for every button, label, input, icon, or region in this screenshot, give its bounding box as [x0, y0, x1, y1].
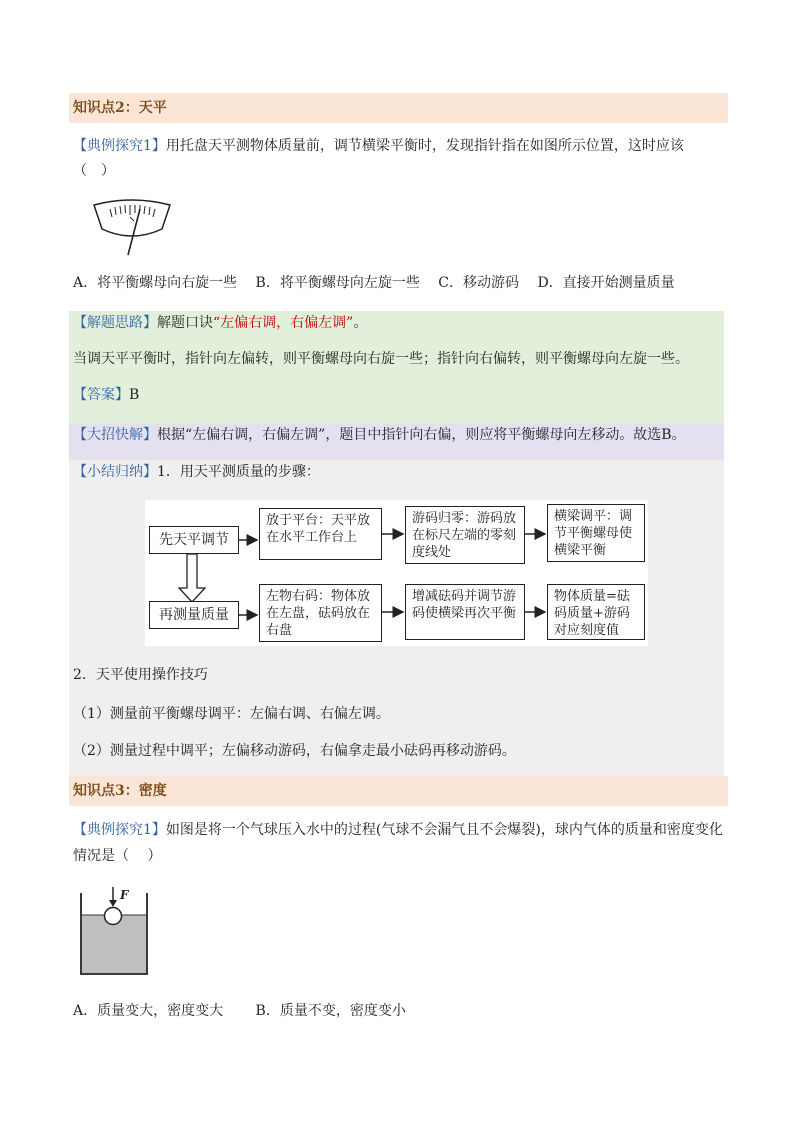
answer-line	[73, 384, 139, 406]
summary-line	[73, 461, 320, 483]
question-line	[73, 135, 684, 157]
flow-step-calibrate: 先天平调节	[149, 526, 239, 554]
section-title: 知识点2：天平	[73, 100, 167, 116]
solution-end: 。	[353, 315, 368, 331]
summary-item1: 1．用天平测质量的步骤：	[157, 464, 320, 480]
balloon-water-figure	[78, 885, 150, 977]
summary-tag: 【小结归纳】	[73, 464, 157, 480]
trick-line	[73, 424, 686, 446]
solution-tag: 【解题思路】	[73, 315, 157, 331]
flow-step-zero-rider: 游码归零：游码放在标尺左端的零刻度线处	[405, 506, 525, 564]
summary-sub1: （1）测量前平衡螺母调平：左偏右调、右偏左调。	[73, 706, 390, 722]
answer-value: B	[129, 387, 140, 403]
balance-pointer-figure	[88, 195, 178, 257]
flow-step-place: 放于平台：天平放在水平工作台上	[259, 508, 382, 560]
solution-lead: 解题口诀	[157, 315, 213, 331]
question-line2: 情况是（ ）	[73, 848, 162, 864]
summary-sub2: （2）测量过程中调平；左偏移动游码，右偏拿走最小砝码再移动游码。	[73, 743, 516, 759]
section-title: 知识点3：密度	[73, 783, 167, 799]
answer-options: A．质量变大，密度变大 B．质量不变，密度变小	[73, 1003, 406, 1019]
answer-tag: 【答案】	[73, 387, 129, 403]
solution-mnemonic: “左偏右调，右偏左调”	[213, 315, 354, 331]
example-tag: 【典例探究1】	[73, 822, 166, 838]
solution-line	[73, 312, 367, 334]
flow-step-mass-result: 物体质量=砝码质量+游码对应刻度值	[547, 584, 645, 640]
example-tag: 【典例探究1】	[73, 138, 166, 154]
question-text: 用托盘天平测物体质量前，调节横梁平衡时，发现指针指在如图所示位置，这时应该	[165, 138, 684, 154]
flow-step-balance-beam: 横梁调平：调节平衡螺母使横梁平衡	[547, 504, 645, 562]
flow-step-adjust-weights: 增减砝码并调节游码使横梁再次平衡	[405, 584, 525, 640]
summary-item2: 2．天平使用操作技巧	[73, 667, 208, 683]
flow-step-left-object: 左物右码：物体放在左盘，砝码放在右盘	[259, 584, 382, 642]
flow-step-measure: 再测量质量	[149, 601, 239, 629]
question-paren: （ ）	[73, 163, 115, 179]
section-header-kp2	[69, 93, 728, 123]
flowchart	[145, 500, 648, 646]
trick-text: 根据“左偏右调，右偏左调”，题目中指针向右偏，则应将平衡螺母向左移动。故选B。	[157, 427, 686, 443]
trick-tag: 【大招快解】	[73, 427, 157, 443]
question-text: 如图是将一个气球压入水中的过程(气球不会漏气且不会爆裂)，球内气体的质量和密度变化	[165, 822, 723, 838]
question-line	[73, 819, 723, 841]
section-header-kp3	[69, 776, 728, 806]
solution-explanation: 当调天平平衡时，指针向左偏转，则平衡螺母向右旋一些；指针向右偏转，则平衡螺母向左旋一些。	[73, 351, 689, 367]
force-label: F	[120, 888, 129, 902]
answer-options: A．将平衡螺母向右旋一些 B．将平衡螺母向左旋一些 C．移动游码 D．直接开始测量质量	[73, 275, 675, 291]
